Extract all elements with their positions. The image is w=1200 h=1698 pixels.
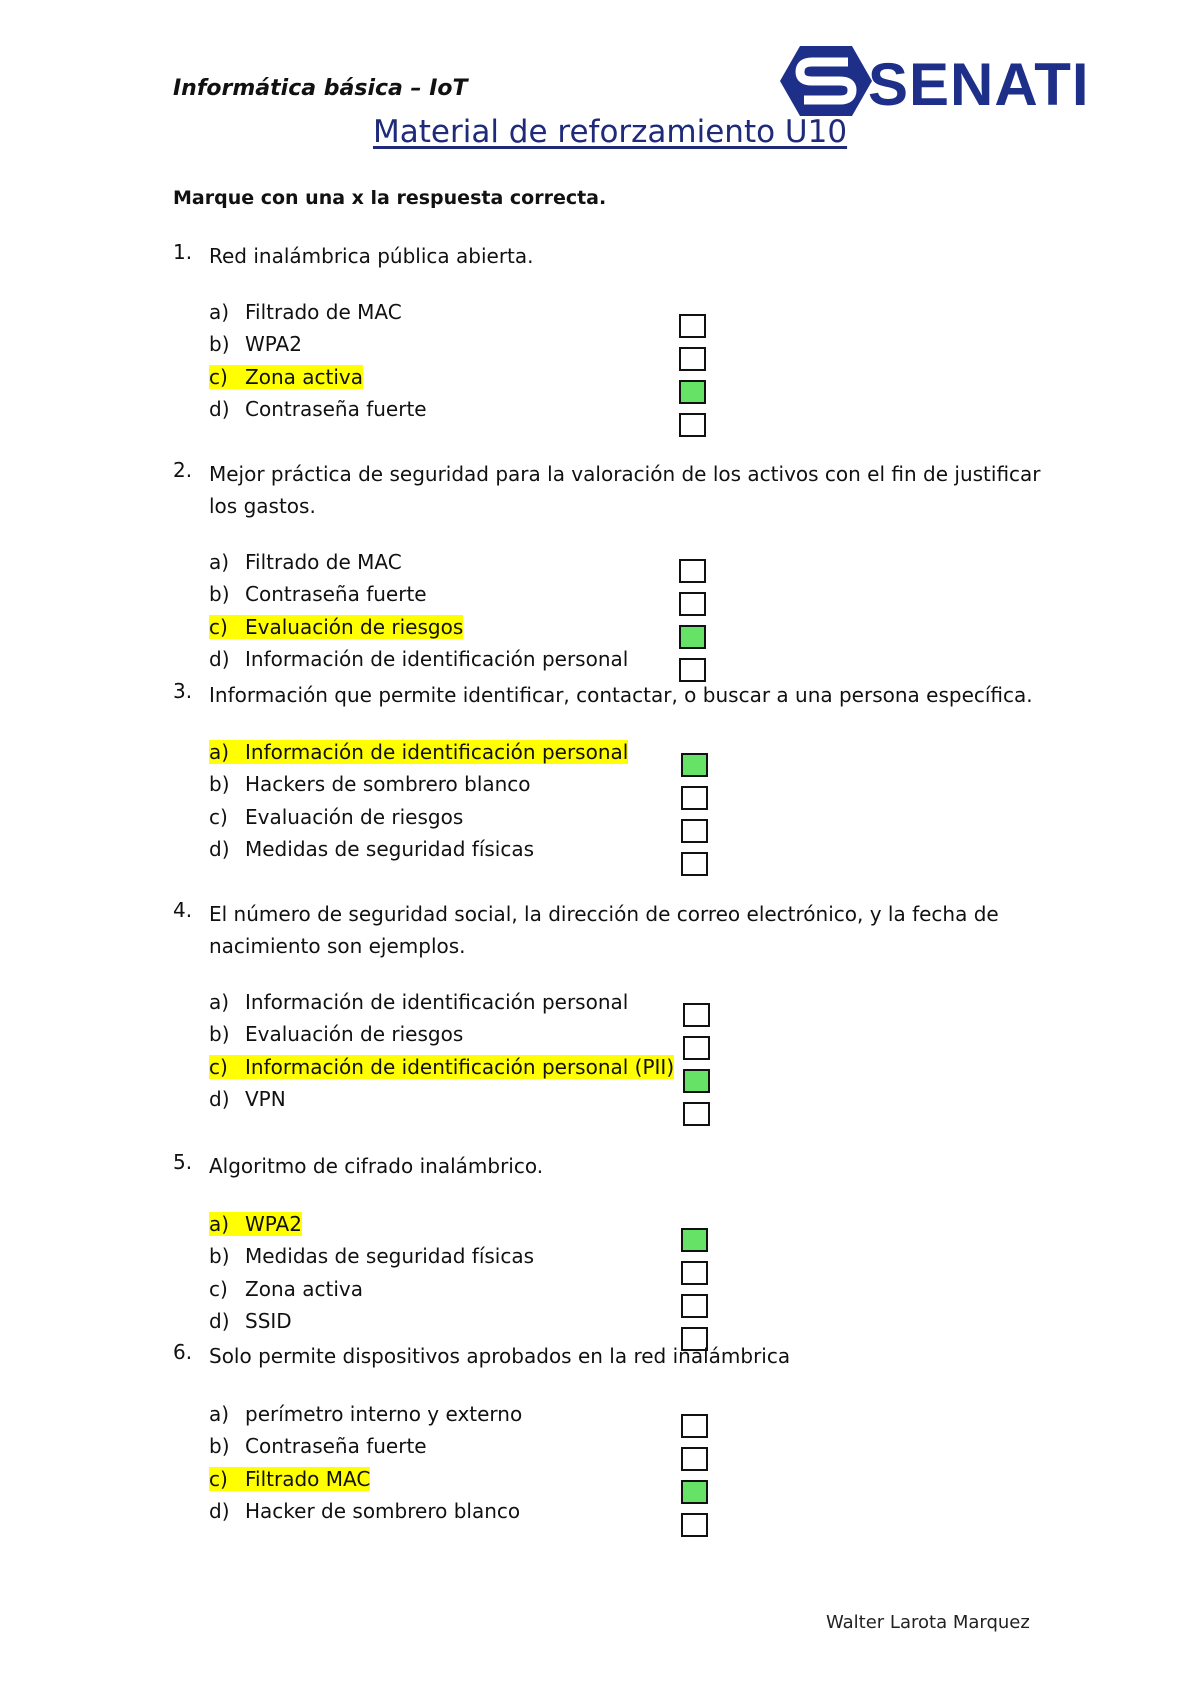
answer-checkbox[interactable] xyxy=(683,1036,710,1060)
question-number: 3. xyxy=(173,679,193,703)
option-text: Hacker de sombrero blanco xyxy=(245,1498,521,1523)
answer-option xyxy=(209,1309,292,1333)
answer-option xyxy=(209,397,427,421)
course-subject: Informática básica – IoT xyxy=(173,76,468,101)
answer-option xyxy=(209,300,402,324)
option-text: Información de identificación personal xyxy=(245,646,629,671)
option-text: Medidas de seguridad físicas xyxy=(245,1244,535,1269)
answer-option xyxy=(209,772,531,796)
option-letter: d) xyxy=(209,1086,230,1111)
answer-checkbox[interactable] xyxy=(679,347,706,371)
answer-checkbox[interactable] xyxy=(681,1414,708,1438)
page-title: Material de reforzamiento U10 xyxy=(373,114,848,150)
option-text: Medidas de seguridad físicas xyxy=(245,836,535,861)
question-number: 2. xyxy=(173,458,193,482)
question-number: 5. xyxy=(173,1150,193,1174)
option-text: Evaluación de riesgos xyxy=(245,804,464,829)
answer-option xyxy=(209,1434,427,1458)
answer-option xyxy=(209,990,628,1014)
answer-option xyxy=(209,1055,674,1079)
answer-option xyxy=(209,1244,534,1268)
answer-option xyxy=(209,1402,522,1426)
answer-option xyxy=(209,837,534,861)
option-letter: b) xyxy=(209,1022,230,1047)
answer-option xyxy=(209,1467,370,1491)
option-text: Filtrado de MAC xyxy=(245,300,402,324)
question-text: los gastos. xyxy=(209,494,316,518)
option-letter: c) xyxy=(209,1466,228,1491)
question-text: Mejor práctica de seguridad para la valoración de los activos con el fin de justificar xyxy=(209,462,1041,486)
option-letter: d) xyxy=(209,836,230,861)
answer-checkbox-checked[interactable] xyxy=(681,1480,708,1504)
author-name: Walter Larota Marquez xyxy=(826,1612,1030,1633)
answer-checkbox[interactable] xyxy=(683,1102,710,1126)
option-letter: a) xyxy=(209,1402,230,1426)
answer-option xyxy=(209,550,402,574)
answer-option xyxy=(209,805,463,829)
answer-checkbox[interactable] xyxy=(683,1003,710,1027)
question-text: Información que permite identificar, contactar, o buscar a una persona específica. xyxy=(209,683,1033,707)
answer-option xyxy=(209,332,302,356)
option-letter: d) xyxy=(209,396,230,421)
option-text: Evaluación de riesgos xyxy=(245,1022,464,1047)
option-text: WPA2 xyxy=(245,332,302,357)
answer-checkbox-checked[interactable] xyxy=(681,753,708,777)
answer-option xyxy=(209,1087,286,1111)
option-text: Evaluación de riesgos xyxy=(245,614,464,639)
option-text: Contraseña fuerte xyxy=(245,1434,427,1459)
option-letter: b) xyxy=(209,772,230,797)
option-text: Zona activa xyxy=(245,364,363,389)
question-number: 4. xyxy=(173,898,193,922)
answer-option xyxy=(209,1277,363,1301)
option-letter: a) xyxy=(209,1212,230,1236)
logo-text: SENATI xyxy=(868,51,1090,118)
option-letter: c) xyxy=(209,804,228,829)
option-letter: b) xyxy=(209,582,230,607)
answer-checkbox[interactable] xyxy=(681,1261,708,1285)
option-letter: a) xyxy=(209,990,230,1014)
option-letter: d) xyxy=(209,646,230,671)
option-text: Filtrado MAC xyxy=(245,1466,371,1491)
option-letter: a) xyxy=(209,300,230,324)
question-text: Red inalámbrica pública abierta. xyxy=(209,244,534,268)
answer-option xyxy=(209,615,463,639)
option-letter: b) xyxy=(209,1434,230,1459)
question-text: El número de seguridad social, la dirección de correo electrónico, y la fecha de xyxy=(209,902,999,926)
answer-option xyxy=(209,1022,463,1046)
question-text: Algoritmo de cifrado inalámbrico. xyxy=(209,1154,544,1178)
option-letter: d) xyxy=(209,1498,230,1523)
answer-checkbox[interactable] xyxy=(681,1513,708,1537)
answer-checkbox[interactable] xyxy=(679,559,706,583)
answer-checkbox[interactable] xyxy=(681,852,708,876)
option-text: Información de identificación personal xyxy=(245,990,629,1014)
answer-checkbox[interactable] xyxy=(681,1294,708,1318)
question-text: Solo permite dispositivos aprobados en la red inalámbrica xyxy=(209,1344,791,1368)
option-text: SSID xyxy=(245,1308,292,1333)
option-text: Hackers de sombrero blanco xyxy=(245,772,531,797)
option-text: WPA2 xyxy=(245,1212,302,1236)
option-text: Contraseña fuerte xyxy=(245,396,427,421)
answer-option xyxy=(209,1499,520,1523)
option-text: perímetro interno y externo xyxy=(245,1402,523,1426)
answer-option xyxy=(209,365,363,389)
option-text: Zona activa xyxy=(245,1276,363,1301)
option-text: Contraseña fuerte xyxy=(245,582,427,607)
option-letter: a) xyxy=(209,550,230,574)
answer-checkbox[interactable] xyxy=(679,314,706,338)
answer-option xyxy=(209,582,427,606)
answer-checkbox-checked[interactable] xyxy=(679,380,706,404)
answer-checkbox-checked[interactable] xyxy=(679,625,706,649)
option-text: VPN xyxy=(245,1086,286,1111)
answer-option xyxy=(209,740,628,764)
option-letter: c) xyxy=(209,1054,228,1079)
answer-option xyxy=(209,1212,302,1236)
answer-checkbox[interactable] xyxy=(681,819,708,843)
answer-checkbox[interactable] xyxy=(679,413,706,437)
question-number: 1. xyxy=(173,240,193,264)
option-text: Información de identificación personal (PII) xyxy=(245,1054,675,1079)
answer-checkbox-checked[interactable] xyxy=(681,1228,708,1252)
option-letter: b) xyxy=(209,1244,230,1269)
answer-checkbox[interactable] xyxy=(681,1447,708,1471)
option-text: Filtrado de MAC xyxy=(245,550,402,574)
option-letter: d) xyxy=(209,1308,230,1333)
option-letter: c) xyxy=(209,614,228,639)
answer-checkbox-checked[interactable] xyxy=(683,1069,710,1093)
answer-option xyxy=(209,647,628,671)
option-letter: b) xyxy=(209,332,230,357)
option-letter: c) xyxy=(209,364,228,389)
answer-checkbox[interactable] xyxy=(681,786,708,810)
question-number: 6. xyxy=(173,1340,193,1364)
option-text: Información de identificación personal xyxy=(245,740,629,764)
option-letter: a) xyxy=(209,740,230,764)
option-letter: c) xyxy=(209,1276,228,1301)
answer-checkbox[interactable] xyxy=(679,592,706,616)
question-text: nacimiento son ejemplos. xyxy=(209,934,466,958)
instructions: Marque con una x la respuesta correcta. xyxy=(173,187,607,209)
